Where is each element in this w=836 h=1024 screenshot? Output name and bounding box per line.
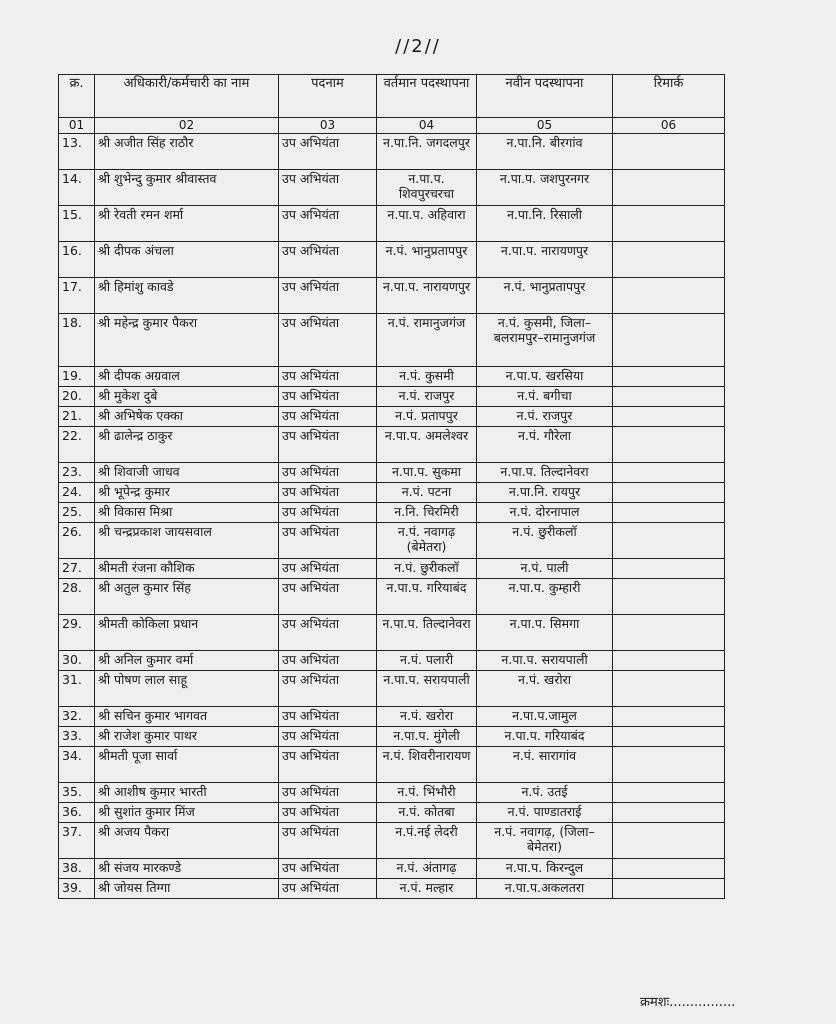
row-number: 23. (59, 463, 95, 483)
current-posting: न.पं. राजपुर (377, 387, 477, 407)
new-posting: न.पं. उतई (477, 783, 613, 803)
officer-name: श्री शिवाजी जाधव (95, 463, 279, 483)
remark-cell (613, 671, 725, 707)
row-number: 27. (59, 559, 95, 579)
current-posting: न.पं. कोतबा (377, 803, 477, 823)
table-row (59, 242, 725, 278)
designation: उप अभियंता (279, 134, 377, 170)
designation: उप अभियंता (279, 523, 377, 559)
new-posting: न.पा.नि. रिसाली (477, 206, 613, 242)
current-posting: न.पा.प. सुकमा (377, 463, 477, 483)
table-row (59, 879, 725, 899)
remark-cell (613, 783, 725, 803)
officer-name: श्री सचिन कुमार भागवत (95, 707, 279, 727)
current-posting: न.पा.नि. जगदलपुर (377, 134, 477, 170)
row-number: 20. (59, 387, 95, 407)
designation: उप अभियंता (279, 783, 377, 803)
table-row (59, 170, 725, 206)
table-row (59, 134, 725, 170)
current-posting: न.पा.प. अहिवारा (377, 206, 477, 242)
column-number: 01 (59, 118, 95, 134)
current-posting: न.पं. पटना (377, 483, 477, 503)
column-number-row (59, 118, 725, 134)
designation: उप अभियंता (279, 463, 377, 483)
remark-cell (613, 651, 725, 671)
row-number: 33. (59, 727, 95, 747)
table-row (59, 579, 725, 615)
remark-cell (613, 242, 725, 278)
header-sno: क्र. (59, 75, 95, 118)
remark-cell (613, 367, 725, 387)
designation: उप अभियंता (279, 747, 377, 783)
designation: उप अभियंता (279, 503, 377, 523)
current-posting: न.पं. नवागढ़ (बेमेतरा) (377, 523, 477, 559)
remark-cell (613, 483, 725, 503)
column-number: 06 (613, 118, 725, 134)
officer-name: श्री चन्द्रप्रकाश जायसवाल (95, 523, 279, 559)
remark-cell (613, 803, 725, 823)
table-row (59, 278, 725, 314)
table-body (59, 134, 725, 899)
row-number: 36. (59, 803, 95, 823)
designation: उप अभियंता (279, 483, 377, 503)
row-number: 30. (59, 651, 95, 671)
new-posting: न.पा.प. जशपुरनगर (477, 170, 613, 206)
table-row (59, 503, 725, 523)
row-number: 15. (59, 206, 95, 242)
designation: उप अभियंता (279, 387, 377, 407)
table-row (59, 427, 725, 463)
current-posting: न.पं. खरोरा (377, 707, 477, 727)
designation: उप अभियंता (279, 206, 377, 242)
table-row (59, 559, 725, 579)
new-posting: न.पा.प. गरियाबंद (477, 727, 613, 747)
new-posting: न.पं. भानुप्रतापपुर (477, 278, 613, 314)
remark-cell (613, 278, 725, 314)
header-name: अधिकारी/कर्मचारी का नाम (95, 75, 279, 118)
officer-name: श्री जोयस तिग्गा (95, 879, 279, 899)
current-posting: न.पं. अंतागढ़ (377, 859, 477, 879)
page-number: //2// (395, 36, 441, 57)
table-row (59, 206, 725, 242)
column-number: 05 (477, 118, 613, 134)
designation: उप अभियंता (279, 859, 377, 879)
remark-cell (613, 879, 725, 899)
remark-cell (613, 427, 725, 463)
officer-name: श्री विकास मिश्रा (95, 503, 279, 523)
designation: उप अभियंता (279, 278, 377, 314)
new-posting: न.पं. सारागांव (477, 747, 613, 783)
table-row (59, 707, 725, 727)
officer-name: श्री आशीष कुमार भारती (95, 783, 279, 803)
current-posting: न.पा.प. नारायणपुर (377, 278, 477, 314)
new-posting: न.पा.प. तिल्दानेवरा (477, 463, 613, 483)
column-number: 04 (377, 118, 477, 134)
remark-cell (613, 206, 725, 242)
officer-name: श्री भूपेन्द्र कुमार (95, 483, 279, 503)
remark-cell (613, 559, 725, 579)
new-posting: न.पा.प. सरायपाली (477, 651, 613, 671)
current-posting: न.पा.प. सरायपाली (377, 671, 477, 707)
table-row (59, 727, 725, 747)
table-header-row (59, 75, 725, 118)
current-posting: न.पं. मल्हार (377, 879, 477, 899)
designation: उप अभियंता (279, 367, 377, 387)
designation: उप अभियंता (279, 314, 377, 367)
new-posting: न.पा.प. कुम्हारी (477, 579, 613, 615)
current-posting: न.पं. शिवरीनारायण (377, 747, 477, 783)
current-posting: न.पं. रामानुजगंज (377, 314, 477, 367)
officer-name: श्री दीपक अग्रवाल (95, 367, 279, 387)
current-posting: न.पं. पलारी (377, 651, 477, 671)
officer-name: श्री ढालेन्द्र ठाकुर (95, 427, 279, 463)
officer-name: श्री अनिल कुमार वर्मा (95, 651, 279, 671)
designation: उप अभियंता (279, 427, 377, 463)
designation: उप अभियंता (279, 579, 377, 615)
column-number: 02 (95, 118, 279, 134)
new-posting: न.पा.प. किरन्दुल (477, 859, 613, 879)
remark-cell (613, 387, 725, 407)
designation: उप अभियंता (279, 803, 377, 823)
remark-cell (613, 727, 725, 747)
row-number: 39. (59, 879, 95, 899)
row-number: 28. (59, 579, 95, 615)
row-number: 14. (59, 170, 95, 206)
current-posting: न.पा.प. अमलेश्वर (377, 427, 477, 463)
designation: उप अभियंता (279, 727, 377, 747)
designation: उप अभियंता (279, 170, 377, 206)
row-number: 34. (59, 747, 95, 783)
transfer-table (58, 74, 725, 899)
row-number: 29. (59, 615, 95, 651)
current-posting: न.पं. छुरीकलॉ (377, 559, 477, 579)
remark-cell (613, 707, 725, 727)
row-number: 35. (59, 783, 95, 803)
officer-name: श्री अतुल कुमार सिंह (95, 579, 279, 615)
officer-name: श्री संजय मारकण्डे (95, 859, 279, 879)
row-number: 26. (59, 523, 95, 559)
row-number: 31. (59, 671, 95, 707)
officer-name: श्री शुभेन्दु कुमार श्रीवास्तव (95, 170, 279, 206)
new-posting: न.पा.प. खरसिया (477, 367, 613, 387)
new-posting: न.पा.नि. बीरगांव (477, 134, 613, 170)
row-number: 38. (59, 859, 95, 879)
header-new-posting: नवीन पदस्थापना (477, 75, 613, 118)
remark-cell (613, 523, 725, 559)
remark-cell (613, 503, 725, 523)
new-posting: न.पं. गौरेला (477, 427, 613, 463)
header-remark: रिमार्क (613, 75, 725, 118)
officer-name: श्री हिमांशु कावडे (95, 278, 279, 314)
new-posting: न.पा.प. नारायणपुर (477, 242, 613, 278)
remark-cell (613, 170, 725, 206)
officer-name: श्री राजेश कुमार पाथर (95, 727, 279, 747)
officer-name: श्री रेवती रमन शर्मा (95, 206, 279, 242)
officer-name: श्री मुकेश दुबे (95, 387, 279, 407)
row-number: 25. (59, 503, 95, 523)
new-posting: न.पा.प.अकलतरा (477, 879, 613, 899)
officer-name: श्रीमती रंजना कौशिक (95, 559, 279, 579)
designation: उप अभियंता (279, 879, 377, 899)
table-row (59, 463, 725, 483)
header-designation: पदनाम (279, 75, 377, 118)
row-number: 13. (59, 134, 95, 170)
new-posting: न.पा.प.जामुल (477, 707, 613, 727)
remark-cell (613, 823, 725, 859)
officer-name: श्री महेन्द्र कुमार पैकरा (95, 314, 279, 367)
continued-note: क्रमशः................ (640, 995, 736, 1010)
remark-cell (613, 747, 725, 783)
new-posting: न.पं. नवागढ़, (जिला–बेमेतरा) (477, 823, 613, 859)
new-posting: न.पं. पाण्डातराई (477, 803, 613, 823)
row-number: 16. (59, 242, 95, 278)
new-posting: न.पं. खरोरा (477, 671, 613, 707)
table-row (59, 823, 725, 859)
current-posting: न.पं.नई लेदरी (377, 823, 477, 859)
table-row (59, 523, 725, 559)
current-posting: न.पा.प. शिवपुरचरचा (377, 170, 477, 206)
row-number: 32. (59, 707, 95, 727)
designation: उप अभियंता (279, 651, 377, 671)
officer-name: श्री सुशांत कुमार मिंज (95, 803, 279, 823)
designation: उप अभियंता (279, 615, 377, 651)
remark-cell (613, 579, 725, 615)
current-posting: न.पा.प. मुंगेली (377, 727, 477, 747)
new-posting: न.पं. दोरनापाल (477, 503, 613, 523)
table-row (59, 314, 725, 367)
remark-cell (613, 859, 725, 879)
current-posting: न.पा.प. तिल्दानेवरा (377, 615, 477, 651)
designation: उप अभियंता (279, 671, 377, 707)
column-number: 03 (279, 118, 377, 134)
table-row (59, 859, 725, 879)
row-number: 19. (59, 367, 95, 387)
header-current-posting: वर्तमान पदस्थापना (377, 75, 477, 118)
remark-cell (613, 615, 725, 651)
officer-name: श्रीमती कोकिला प्रधान (95, 615, 279, 651)
row-number: 17. (59, 278, 95, 314)
table-row (59, 615, 725, 651)
table-row (59, 651, 725, 671)
officer-name: श्री अजीत सिंह राठौर (95, 134, 279, 170)
row-number: 18. (59, 314, 95, 367)
current-posting: न.पा.प. गरियाबंद (377, 579, 477, 615)
table-row (59, 803, 725, 823)
remark-cell (613, 463, 725, 483)
table-row (59, 671, 725, 707)
remark-cell (613, 134, 725, 170)
designation: उप अभियंता (279, 242, 377, 278)
row-number: 24. (59, 483, 95, 503)
row-number: 22. (59, 427, 95, 463)
new-posting: न.पं. राजपुर (477, 407, 613, 427)
new-posting: न.पं. बगीचा (477, 387, 613, 407)
designation: उप अभियंता (279, 407, 377, 427)
new-posting: न.पा.प. सिमगा (477, 615, 613, 651)
officer-name: श्री दीपक अंचला (95, 242, 279, 278)
remark-cell (613, 407, 725, 427)
current-posting: न.पं. प्रतापपुर (377, 407, 477, 427)
new-posting: न.पं. पाली (477, 559, 613, 579)
designation: उप अभियंता (279, 823, 377, 859)
table-row (59, 407, 725, 427)
row-number: 37. (59, 823, 95, 859)
new-posting: न.पं. छुरीकलॉ (477, 523, 613, 559)
new-posting: न.पं. कुसमी, जिला–बलरामपुर–रामानुजगंज (477, 314, 613, 367)
officer-name: श्रीमती पूजा सार्वा (95, 747, 279, 783)
remark-cell (613, 314, 725, 367)
table-row (59, 747, 725, 783)
new-posting: न.पा.नि. रायपुर (477, 483, 613, 503)
table-row (59, 387, 725, 407)
table-row (59, 783, 725, 803)
table-row (59, 367, 725, 387)
designation: उप अभियंता (279, 707, 377, 727)
officer-name: श्री अभिषेक एक्का (95, 407, 279, 427)
current-posting: न.पं. भानुप्रतापपुर (377, 242, 477, 278)
designation: उप अभियंता (279, 559, 377, 579)
table-row (59, 483, 725, 503)
current-posting: न.पं. भिंभौरी (377, 783, 477, 803)
current-posting: न.नि. चिरमिरी (377, 503, 477, 523)
officer-name: श्री पोषण लाल साहू (95, 671, 279, 707)
current-posting: न.पं. कुसमी (377, 367, 477, 387)
officer-name: श्री अजय पैकरा (95, 823, 279, 859)
row-number: 21. (59, 407, 95, 427)
